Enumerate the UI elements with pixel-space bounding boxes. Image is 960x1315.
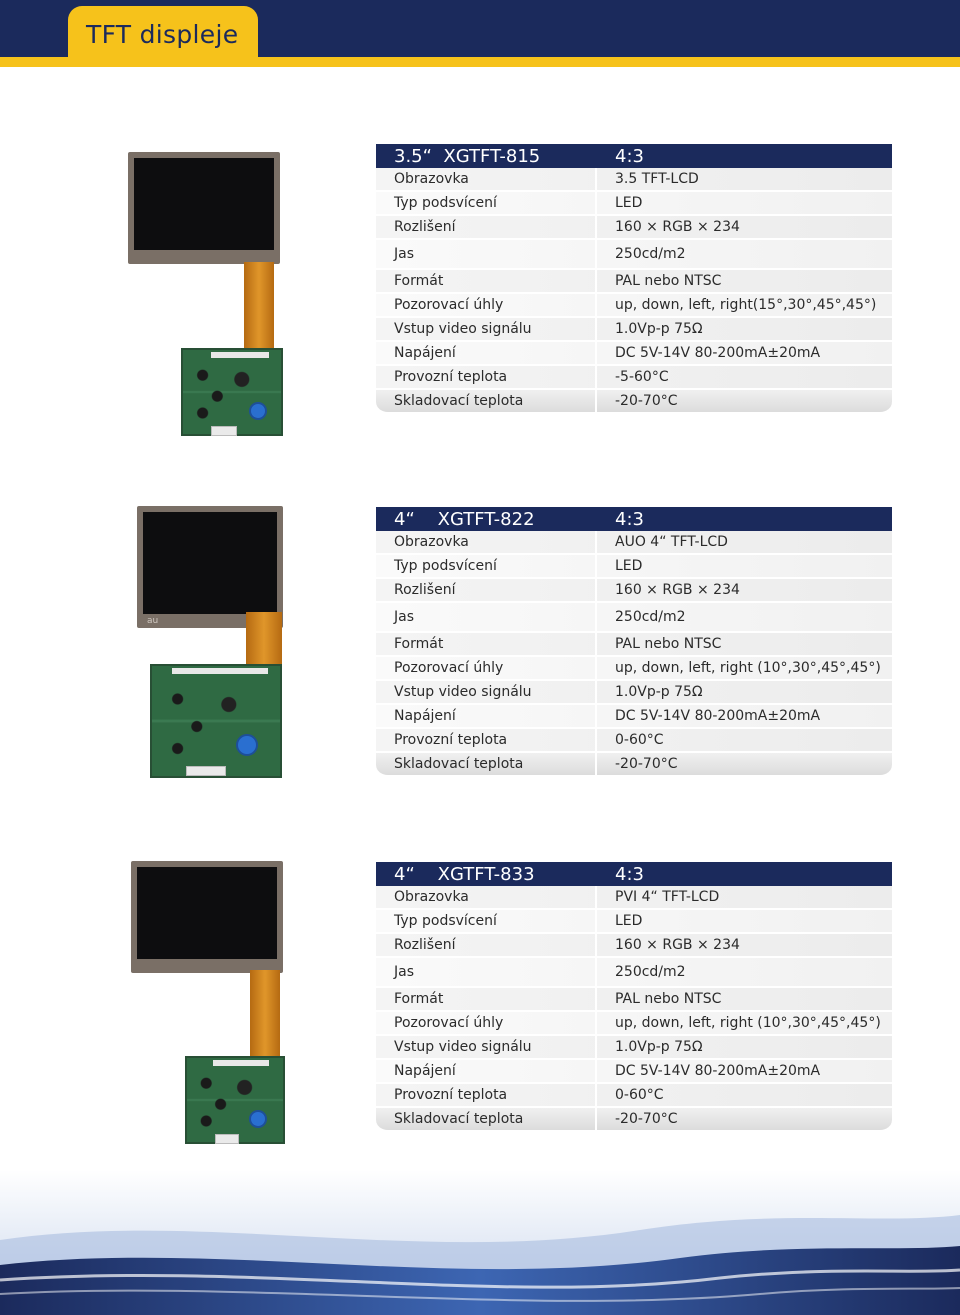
spec-value: PAL nebo NTSC — [615, 991, 722, 1007]
spec-value: -20-70°C — [615, 756, 678, 772]
spec-label: Typ podsvícení — [376, 555, 597, 577]
spec-value: 1.0Vp-p 75Ω — [615, 684, 703, 700]
spec-value: up, down, left, right (10°,30°,45°,45°) — [615, 1015, 881, 1031]
spec-row — [376, 168, 892, 192]
spec-label: Rozlišení — [376, 934, 597, 956]
model-name: 4“ XGTFT-833 — [394, 863, 535, 885]
spec-row — [376, 934, 892, 958]
spec-value: PVI 4“ TFT-LCD — [615, 889, 720, 905]
spec-row — [376, 342, 892, 366]
spec-value: -20-70°C — [615, 393, 678, 409]
spec-value: DC 5V-14V 80-200mA±20mA — [615, 1063, 821, 1079]
spec-value: -20-70°C — [615, 1111, 678, 1127]
spec-label: Vstup video signálu — [376, 681, 597, 703]
spec-label: Obrazovka — [376, 886, 597, 908]
spec-row — [376, 390, 892, 414]
spec-value: 1.0Vp-p 75Ω — [615, 1039, 703, 1055]
spec-value: 250cd/m2 — [615, 964, 686, 980]
spec-row — [376, 910, 892, 934]
spec-row — [376, 886, 892, 910]
spec-label: Provozní teplota — [376, 1084, 597, 1106]
spec-value: LED — [615, 913, 643, 929]
spec-table — [376, 862, 892, 1132]
spec-label: Rozlišení — [376, 216, 597, 238]
spec-value: AUO 4“ TFT-LCD — [615, 534, 728, 550]
spec-value: 0-60°C — [615, 1087, 664, 1103]
spec-row — [376, 240, 892, 270]
spec-label: Pozorovací úhly — [376, 1012, 597, 1034]
spec-label: Formát — [376, 633, 597, 655]
spec-table — [376, 144, 892, 414]
spec-header — [376, 144, 892, 168]
spec-label: Rozlišení — [376, 579, 597, 601]
aspect-ratio: 4:3 — [615, 863, 644, 885]
spec-header — [376, 862, 892, 886]
spec-label: Typ podsvícení — [376, 910, 597, 932]
spec-label: Provozní teplota — [376, 729, 597, 751]
lcd-brand-tag: au — [147, 616, 159, 626]
spec-value: 0-60°C — [615, 732, 664, 748]
spec-value: DC 5V-14V 80-200mA±20mA — [615, 345, 821, 361]
spec-row — [376, 216, 892, 240]
model-name: 4“ XGTFT-822 — [394, 508, 535, 530]
spec-label: Typ podsvícení — [376, 192, 597, 214]
spec-row — [376, 1036, 892, 1060]
spec-row — [376, 681, 892, 705]
spec-label: Skladovací teplota — [376, 390, 597, 412]
spec-row — [376, 579, 892, 603]
spec-value: 160 × RGB × 234 — [615, 582, 740, 598]
model-name: 3.5“ XGTFT-815 — [394, 145, 541, 167]
spec-row — [376, 603, 892, 633]
header-tab — [68, 6, 258, 67]
spec-value: PAL nebo NTSC — [615, 636, 722, 652]
spec-row — [376, 366, 892, 390]
spec-label: Pozorovací úhly — [376, 294, 597, 316]
aspect-ratio: 4:3 — [615, 508, 644, 530]
spec-label: Provozní teplota — [376, 366, 597, 388]
aspect-ratio: 4:3 — [615, 145, 644, 167]
spec-header — [376, 507, 892, 531]
spec-row — [376, 294, 892, 318]
spec-row — [376, 729, 892, 753]
spec-label: Skladovací teplota — [376, 1108, 597, 1130]
spec-label: Obrazovka — [376, 531, 597, 553]
spec-label: Formát — [376, 988, 597, 1010]
spec-label: Napájení — [376, 342, 597, 364]
footer-wave-decoration — [0, 1170, 960, 1315]
spec-row — [376, 1108, 892, 1132]
spec-value: 3.5 TFT-LCD — [615, 171, 699, 187]
spec-value: DC 5V-14V 80-200mA±20mA — [615, 708, 821, 724]
spec-row — [376, 753, 892, 777]
spec-row — [376, 657, 892, 681]
spec-label: Vstup video signálu — [376, 1036, 597, 1058]
spec-value: up, down, left, right (10°,30°,45°,45°) — [615, 660, 881, 676]
spec-value: 250cd/m2 — [615, 609, 686, 625]
spec-label: Skladovací teplota — [376, 753, 597, 775]
spec-label: Formát — [376, 270, 597, 292]
spec-row — [376, 1060, 892, 1084]
spec-label: Jas — [376, 958, 597, 986]
spec-label: Jas — [376, 603, 597, 631]
spec-value: -5-60°C — [615, 369, 669, 385]
spec-value: PAL nebo NTSC — [615, 273, 722, 289]
spec-row — [376, 192, 892, 216]
spec-value: up, down, left, right(15°,30°,45°,45°) — [615, 297, 877, 313]
page-title: TFT displeje — [86, 20, 239, 49]
spec-label: Napájení — [376, 1060, 597, 1082]
spec-value: 160 × RGB × 234 — [615, 219, 740, 235]
spec-row — [376, 633, 892, 657]
spec-label: Pozorovací úhly — [376, 657, 597, 679]
spec-value: 160 × RGB × 234 — [615, 937, 740, 953]
spec-label: Vstup video signálu — [376, 318, 597, 340]
spec-row — [376, 531, 892, 555]
spec-row — [376, 555, 892, 579]
spec-value: 250cd/m2 — [615, 246, 686, 262]
spec-row — [376, 318, 892, 342]
spec-value: 1.0Vp-p 75Ω — [615, 321, 703, 337]
spec-label: Jas — [376, 240, 597, 268]
spec-row — [376, 1012, 892, 1036]
spec-value: LED — [615, 195, 643, 211]
spec-row — [376, 270, 892, 294]
spec-value: LED — [615, 558, 643, 574]
spec-row — [376, 958, 892, 988]
spec-table — [376, 507, 892, 777]
spec-label: Obrazovka — [376, 168, 597, 190]
spec-row — [376, 988, 892, 1012]
spec-row — [376, 705, 892, 729]
spec-row — [376, 1084, 892, 1108]
spec-label: Napájení — [376, 705, 597, 727]
